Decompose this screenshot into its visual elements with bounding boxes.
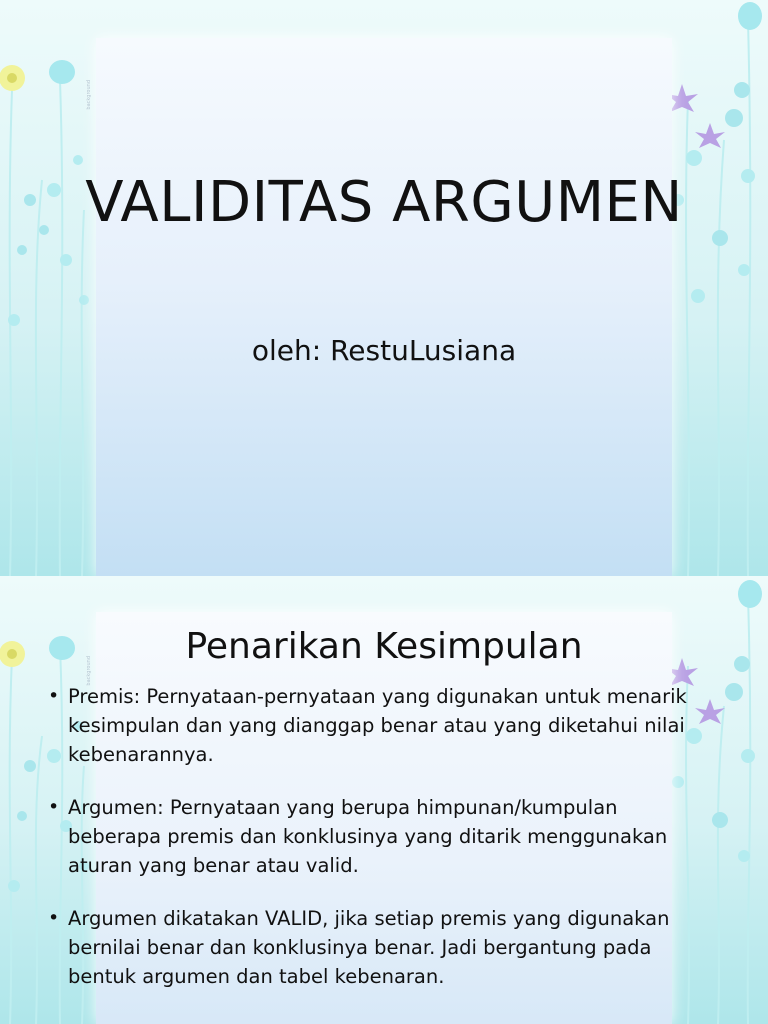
bullet-premis [48, 682, 708, 769]
bullet-marker: • [48, 685, 60, 707]
left-flower-decoration [0, 0, 100, 576]
bullet-marker: • [48, 907, 60, 929]
watermark: background [86, 656, 92, 686]
right-flower-decoration [658, 0, 768, 576]
purple-flower-icon [666, 84, 725, 148]
bullet-marker: • [48, 796, 60, 818]
sunflower-icon [0, 65, 25, 91]
content-slide [0, 576, 768, 1024]
slide-heading: Penarikan Kesimpulan [185, 626, 583, 667]
title-panel [96, 38, 672, 576]
bullet-argumen [48, 793, 708, 880]
bullet-text: Argumen: Pernyataan yang berupa himpunan/kumpulan beberapa premis dan konklusinya yang ditarik menggunakan aturan yang benar atau valid. [68, 796, 668, 877]
bullet-text: Argumen dikatakan VALID, jika setiap premis yang digunakan bernilai benar dan konklusinya benar. Jadi bergantung pada bentuk argumen dan tabel kebenaran. [68, 907, 670, 988]
author-subtitle: oleh: RestuLusiana [251, 334, 517, 367]
bullet-valid [48, 904, 708, 991]
bullet-text: Premis: Pernyataan-pernyataan yang digunakan untuk menarik kesimpulan dan yang dianggap benar atau yang diketahui nilai kebenarannya. [68, 685, 687, 766]
bullet-list [48, 682, 708, 1015]
slide-title: VALIDITAS ARGUMEN [85, 170, 683, 235]
watermark: background [86, 80, 92, 110]
